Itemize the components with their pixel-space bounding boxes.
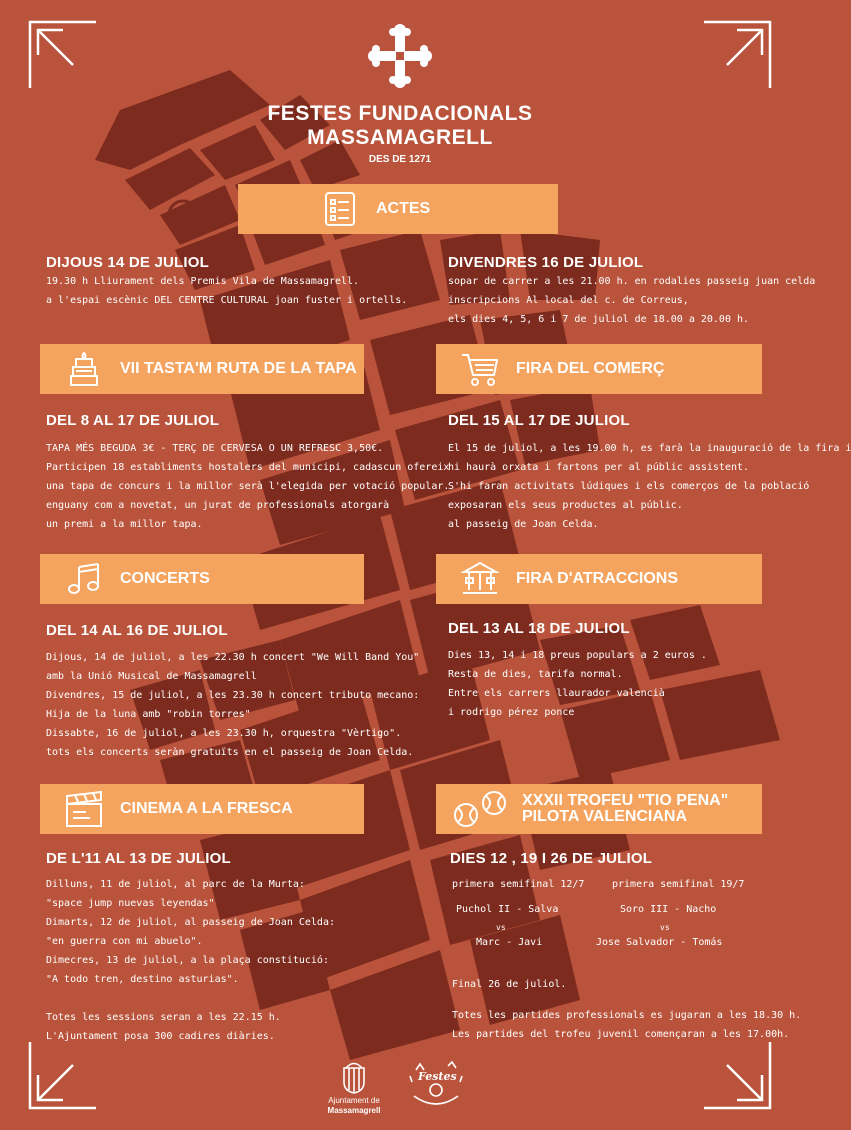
text-line: El 15 de juliol, a les 19.00 h, es farà la inauguració de la fira i — [448, 443, 851, 454]
semifinal-1-title: primera semifinal 12/7 — [452, 879, 585, 890]
actes-left-title: DIJOUS 14 DE JULIOL — [46, 254, 210, 271]
text-line: Totes les partides professionals es jugaran a les 18.30 h. — [452, 1010, 802, 1021]
fira-atraccions-body — [448, 646, 707, 722]
semifinal-2-vs: vs — [660, 923, 670, 932]
text-line: a l'espai escènic DEL CENTRE CULTURAL joan fuster i ortells. — [46, 295, 408, 306]
text-line: Les partides del trofeu juvenil començaran a les 17.00h. — [452, 1029, 790, 1040]
text-line: tots els concerts seràn gratuïts en el passeig de Joan Celda. — [46, 747, 414, 758]
tasta-title: DEL 8 AL 17 DE JULIOL — [46, 412, 220, 429]
concerts-body — [46, 648, 419, 762]
text-line: exposaran els seus productes al públic. — [448, 500, 683, 511]
ajuntament-caption — [318, 1096, 390, 1116]
text-line: L'Ajuntament posa 300 cadires diàries. — [46, 1031, 275, 1042]
title-line-1: FESTES FUNDACIONALS — [267, 102, 533, 125]
text-line: Divendres, 15 de juliol, a les 23.30 h concert tributo mecano: — [46, 690, 420, 701]
text-line: Participen 18 establiments hostalers del municipi, cadascun ofereix — [46, 462, 450, 473]
banner-pilota-label — [522, 793, 728, 825]
banner-actes-label: ACTES — [376, 200, 431, 217]
text-line: Entre els carrers llaurador valencià — [448, 688, 665, 699]
text-line: S'hi faran activitats lúdiques i els comerços de la població — [448, 481, 810, 492]
text-line: una tapa de concurs i la millor serà l'elegida per votació popular. — [46, 481, 450, 492]
cross-emblem-icon — [366, 22, 434, 90]
clapperboard-icon — [62, 790, 106, 828]
text-line: "en guerra con mi abuelo". — [46, 936, 203, 947]
banner-tasta — [40, 344, 364, 394]
text-line: Resta de dies, tarifa normal. — [448, 669, 623, 680]
tasta-body — [46, 439, 449, 534]
semifinal-1-team-1: Puchol II - Salva — [456, 904, 559, 915]
festes-logo-icon — [408, 1060, 464, 1112]
fira-comerc-title: DEL 15 AL 17 DE JULIOL — [448, 412, 630, 429]
text-line: Dissabte, 16 de juliol, a les 23.30 h, orquestra "Vèrtigo". — [46, 728, 402, 739]
text-line: sopar de carrer a les 21.00 h. en rodalies passeig juan celda — [448, 276, 816, 287]
concerts-title: DEL 14 AL 16 DE JULIOL — [46, 622, 228, 639]
banner-pilota — [436, 784, 762, 834]
actes-left-body — [46, 272, 407, 310]
semifinal-2-team-1: Soro III - Nacho — [620, 904, 717, 915]
text-line: 19.30 h Lliurament dels Premis Vila de Massamagrell. — [46, 276, 360, 287]
ajuntament-line-2: Massamagrell — [327, 1106, 381, 1115]
crest-icon — [340, 1060, 368, 1094]
festes-logo-text: Festes — [418, 1070, 457, 1083]
banner-actes — [238, 184, 558, 234]
text-line: inscripcions Al local del c. de Correus, — [448, 295, 689, 306]
banner-fira-comerc-label: FIRA DEL COMERÇ — [516, 360, 665, 377]
fira-atraccions-title: DEL 13 AL 18 DE JULIOL — [448, 620, 630, 637]
balls-icon — [452, 790, 508, 828]
checklist-icon — [318, 190, 362, 228]
text-line: Dijous, 14 de juliol, a les 22.30 h concert "We Will Band You" — [46, 652, 420, 663]
banner-pilota-line-2: PILOTA VALENCIANA — [522, 808, 688, 825]
pilota-final: Final 26 de juliol. — [452, 979, 567, 990]
ajuntament-line-1: Ajuntament de — [328, 1096, 380, 1105]
shopping-cart-icon — [458, 350, 502, 388]
semifinal-2-title: primera semifinal 19/7 — [612, 879, 745, 890]
banner-cinema-label: CINEMA A LA FRESCA — [120, 800, 293, 817]
cake-icon — [62, 350, 106, 388]
semifinal-1-team-2: Marc - Javi — [476, 937, 543, 948]
text-line: Dimarts, 12 de juliol, al passeig de Joan Celda: — [46, 917, 335, 928]
corner-ornament-top-right — [702, 20, 772, 90]
banner-cinema — [40, 784, 364, 834]
since-label: DES DE 1271 — [368, 154, 432, 165]
fira-comerc-body — [448, 439, 851, 534]
actes-right-title: DIVENDRES 16 DE JULIOL — [448, 254, 644, 271]
text-line: al passeig de Joan Celda. — [448, 519, 599, 530]
text-line: enguany com a novetat, un jurat de professionals atorgarà — [46, 500, 390, 511]
text-line: Totes les sessions seran a les 22.15 h. — [46, 1012, 281, 1023]
cinema-title: DE L'11 AL 13 DE JULIOL — [46, 850, 231, 867]
text-line: i rodrigo pérez ponce — [448, 707, 575, 718]
text-line: "A todo tren, destino asturias". — [46, 974, 239, 985]
banner-concerts — [40, 554, 364, 604]
banner-tasta-label: VII TASTA'M RUTA DE LA TAPA — [120, 360, 357, 377]
corner-ornament-bottom-left — [28, 1040, 98, 1110]
text-line: amb la Unió Musical de Massamagrell — [46, 671, 257, 682]
banner-fira-comerc — [436, 344, 762, 394]
banner-concerts-label: CONCERTS — [120, 570, 210, 587]
text-line: els dies 4, 5, 6 i 7 de juliol de 18.00 a 20.00 h. — [448, 314, 750, 325]
text-line: Dilluns, 11 de juliol, al parc de la Murta: — [46, 879, 305, 890]
semifinal-1-vs: vs — [496, 923, 506, 932]
cinema-body — [46, 875, 335, 989]
text-line: TAPA MÉS BEGUDA 3€ - TERÇ DE CERVESA O UN REFRESC 3,50€. — [46, 443, 384, 454]
banner-fira-atraccions — [436, 554, 762, 604]
corner-ornament-bottom-right — [702, 1040, 772, 1110]
banner-fira-atraccions-label: FIRA D'ATRACCIONS — [516, 570, 679, 587]
text-line: Dies 13, 14 i 18 preus populars a 2 euros . — [448, 650, 707, 661]
text-line: Hija de la luna amb "robin torres" — [46, 709, 251, 720]
title-line-2: MASSAMAGRELL — [307, 126, 493, 149]
actes-right-body — [448, 272, 815, 329]
cinema-notes — [46, 1008, 281, 1046]
text-line: "space jump nuevas leyendas" — [46, 898, 215, 909]
music-notes-icon — [62, 560, 106, 598]
pilota-body — [452, 1006, 801, 1044]
carousel-icon — [458, 560, 502, 598]
text-line: un premi a la millor tapa. — [46, 519, 203, 530]
text-line: Dimecres, 13 de juliol, a la plaça constitució: — [46, 955, 329, 966]
pilota-title: DIES 12 , 19 I 26 DE JULIOL — [450, 850, 653, 867]
banner-pilota-line-1: XXXII TROFEU "TIO PENA" — [522, 792, 729, 809]
corner-ornament-top-left — [28, 20, 98, 90]
semifinal-2-team-2: Jose Salvador - Tomás — [596, 937, 723, 948]
text-line: hi haurà orxata i fartons per al públic assistent. — [448, 462, 750, 473]
